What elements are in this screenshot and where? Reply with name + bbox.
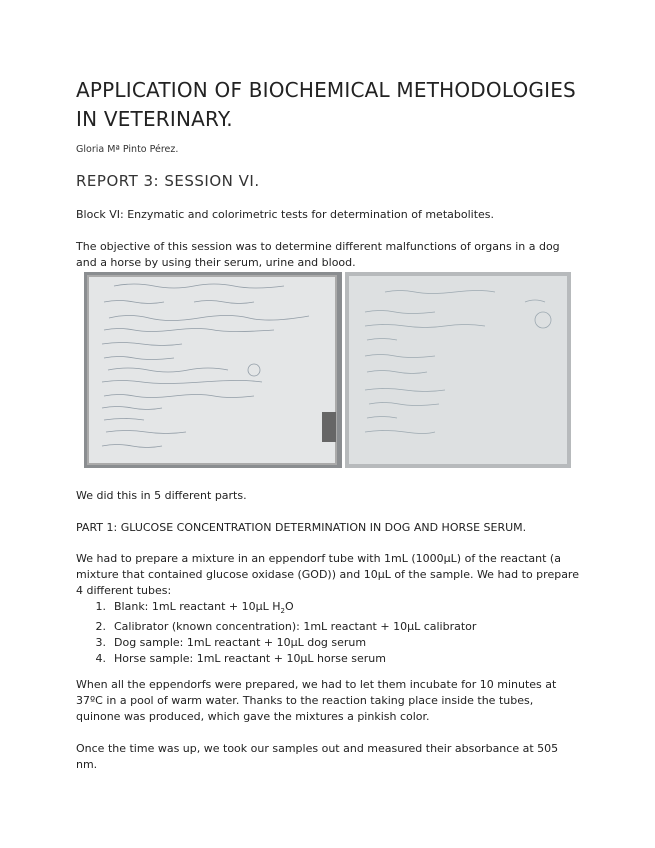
incubation-paragraph: When all the eppendorfs were prepared, we had to let them incubate for 10 minutes at 37ºC in a pool of warm water. Thanks to the reaction taking place inside the tubes, quinone was produced, which gave the mixtures a pinkish color.: [76, 678, 557, 723]
block-title: Block VI: Enzymatic and colorimetric tests for determination of metabolites.: [76, 208, 494, 221]
document-title: APPLICATION OF BIOCHEMICAL METHODOLOGIES IN VETERINARY.: [76, 78, 576, 131]
part1-intro: We had to prepare a mixture in an eppendorf tube with 1mL (1000µL) of the reactant (a mixture that contained glucose oxidase (GOD)) and 10µL of the sample. We had to prepare 4 different tubes:: [76, 552, 579, 597]
parts-intro: We did this in 5 different parts.: [76, 489, 247, 502]
objective-paragraph: The objective of this session was to determine different malfunctions of organs in a dog and a horse by using their serum, urine and blood.: [76, 240, 560, 269]
list-item: 3. Dog sample: 1mL reactant + 10µL dog serum: [95, 636, 367, 650]
report-heading: REPORT 3: SESSION VI.: [76, 172, 260, 190]
list-item: 1. Blank: 1mL reactant + 10µL $H_2O$: [95, 600, 294, 616]
absorbance-paragraph: Once the time was up, we took our samples out and measured their absorbance at 505 nm.: [76, 742, 559, 771]
list-item: 2. Calibrator (known concentration): 1mL reactant + 10µL calibrator: [95, 620, 477, 634]
part1-heading: PART 1: GLUCOSE CONCENTRATION DETERMINATION IN DOG AND HORSE SERUM.: [76, 521, 527, 534]
author-name: Gloria Mª Pinto Pérez.: [76, 144, 179, 155]
list-item: 4. Horse sample: 1mL reactant + 10µL horse serum: [95, 652, 386, 666]
whiteboard-photo-right: [345, 272, 571, 468]
whiteboard-photo-left: [84, 272, 342, 468]
tube-list: [76, 599, 581, 667]
